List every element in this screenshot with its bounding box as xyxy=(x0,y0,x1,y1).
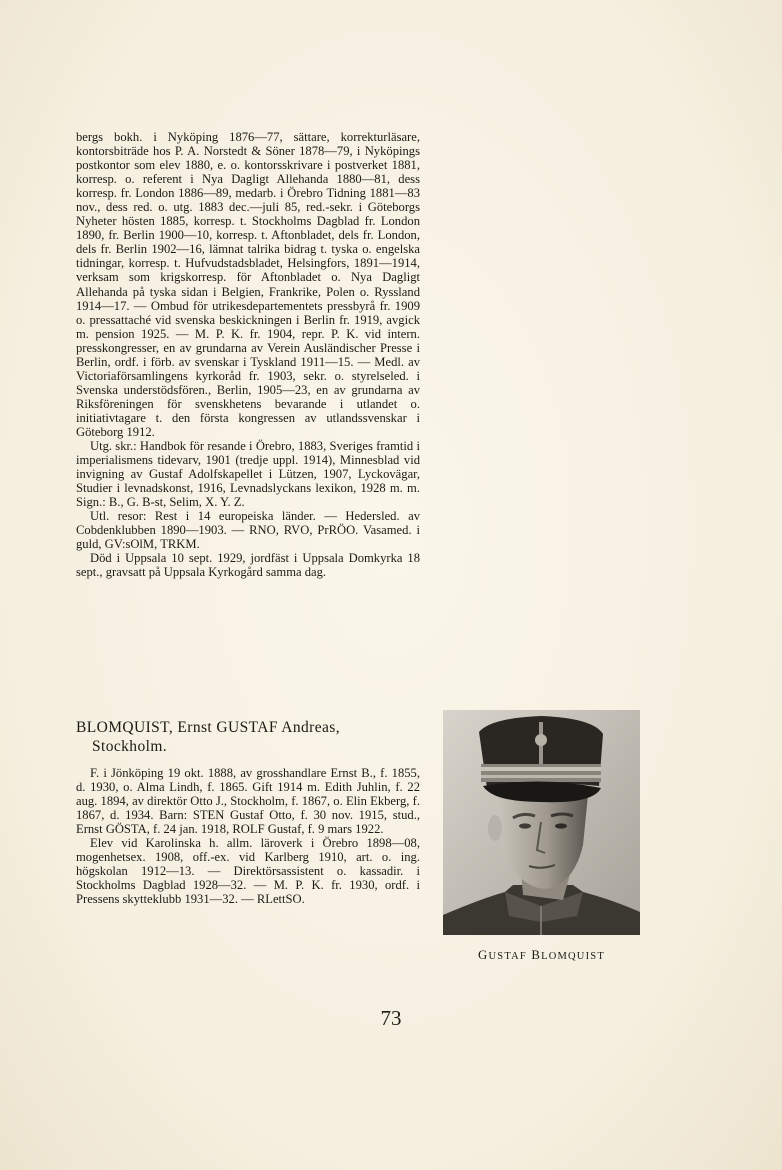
previous-entry-writings: Utg. skr.: Handbok för resande i Örebro, 1883, Sveriges framtid i imperialismens tidevarv, 1901 (tredje uppl. 1914), Minnesblad vid invigning av Gustaf Adolfskapellet i Lützen, 1907, Lyckovägar, Studier i levnadskonst, 1916, Levnadslyckans lexikon, 1928 m. m. Sign.: B., G. B-st, Selim, X. Y. Z. xyxy=(76,439,420,510)
portrait-photo xyxy=(443,710,640,935)
previous-entry-death: Död i Uppsala 10 sept. 1929, jordfäst i Uppsala Domkyrka 18 sept., gravsatt på Uppsala Kyrkogård samma dag. xyxy=(76,551,420,580)
portrait-illustration xyxy=(443,710,640,935)
caption-first-rest: USTAF xyxy=(488,951,527,962)
previous-entry-text xyxy=(76,130,420,580)
photo-caption xyxy=(443,948,640,963)
entry-location: Stockholm. xyxy=(92,738,168,755)
page-number: 73 xyxy=(380,1006,402,1030)
entry-heading xyxy=(76,718,406,756)
entry-family: F. i Jönköping 19 okt. 1888, av grosshandlare Ernst B., f. 1855, d. 1930, o. Alma Lindh, f. 1865. Gift 1914 m. Edith Juhlin, f. 22 aug. 1894, av direktör Otto J., Stockholm, f. 1867, o. Elin Ekberg, f. 1867, d. 1934. Barn: STEN Gustaf Otto, f. 30 nov. 1915, stud., Ernst GÖSTA, f. 24 jan. 1918, ROLF Gustaf, f. 9 mars 1922. xyxy=(76,766,420,837)
previous-entry-career: bergs bokh. i Nyköping 1876—77, sättare, korrekturläsare, kontorsbiträde hos P. A. Norstedt & Söner 1878—79, i Nyköpings postkontor som elev 1880, e. o. kontorsskrivare i postverket 1881, korresp. o. referent i Nya Dagligt Allehanda 1880—81, dess korresp. fr. London 1886—89, medarb. i Örebro Tidning 1881—83 nov., dess red. o. utg. 1883 dec.—juli 85, red.-sekr. i Göteborgs Nyheter hösten 1885, korresp. t. Stockholms Dagblad fr. London 1890, fr. Berlin 1900—10, korresp. t. Aftonbladet, dels fr. London, dels fr. Berlin 1902—16, lämnat talrika bidrag t. tyska o. engelska tidningar, korresp. t. Hufvudstadsbladet, Helsingfors, 1891—1914, verksam som krigskorresp. för Aftonbladet o. Nya Dagligt Allehanda på tyska sidan i Belgien, Frankrike, Polen o. Ryssland 1914—17. — Ombud för utrikesdepartementets pressbyrå fr. 1909 o. pressattaché vid svenska beskickningen i Berlin fr. 1919, avgick m. pension 1925. — M. P. K. fr. 1904, repr. P. K. vid intern. presskongresser, en av grundarna av Verein Ausländischer Presse i Berlin, ordf. i förb. av svenskar i Tyskland 1911—15. — Medl. av Victoriaförsamlingens kyrkoråd fr. 1903, sekr. o. styrelseled. i Svenska understödsfören., Berlin, 1905—23, en av grundarna av Riksföreningen för svenskhetens bevarande i utlandet o. initiativtagare t. den första kongressen av utlandssvenskar i Göteborg 1912. xyxy=(76,130,420,439)
caption-first-initial: G xyxy=(478,948,489,962)
entry-name: BLOMQUIST, Ernst GUSTAF Andreas, xyxy=(76,719,341,736)
entry-career: Elev vid Karolinska h. allm. läroverk i Örebro 1898—08, mogenhetsex. 1908, off.-ex. vid Karlberg 1910, art. o. ing. högskolan 1912—13. — Direktörsassistent o. kassadir. i Stockholms Dagblad 1928—32. — M. P. K. fr. 1930, ordf. i Pressens skytteklubb 1931—32. — RLettSO. xyxy=(76,836,420,907)
caption-last-rest: LOMQUIST xyxy=(541,951,605,962)
previous-entry-travels: Utl. resor: Rest i 14 europeiska länder. — Hedersled. av Cobdenklubben 1890—1903. — RNO, RVO, PrRÖO. Vasamed. i guld, GV:sOlM, TRKM. xyxy=(76,509,420,552)
caption-last-initial: B xyxy=(531,948,542,962)
entry-biography xyxy=(76,766,420,906)
